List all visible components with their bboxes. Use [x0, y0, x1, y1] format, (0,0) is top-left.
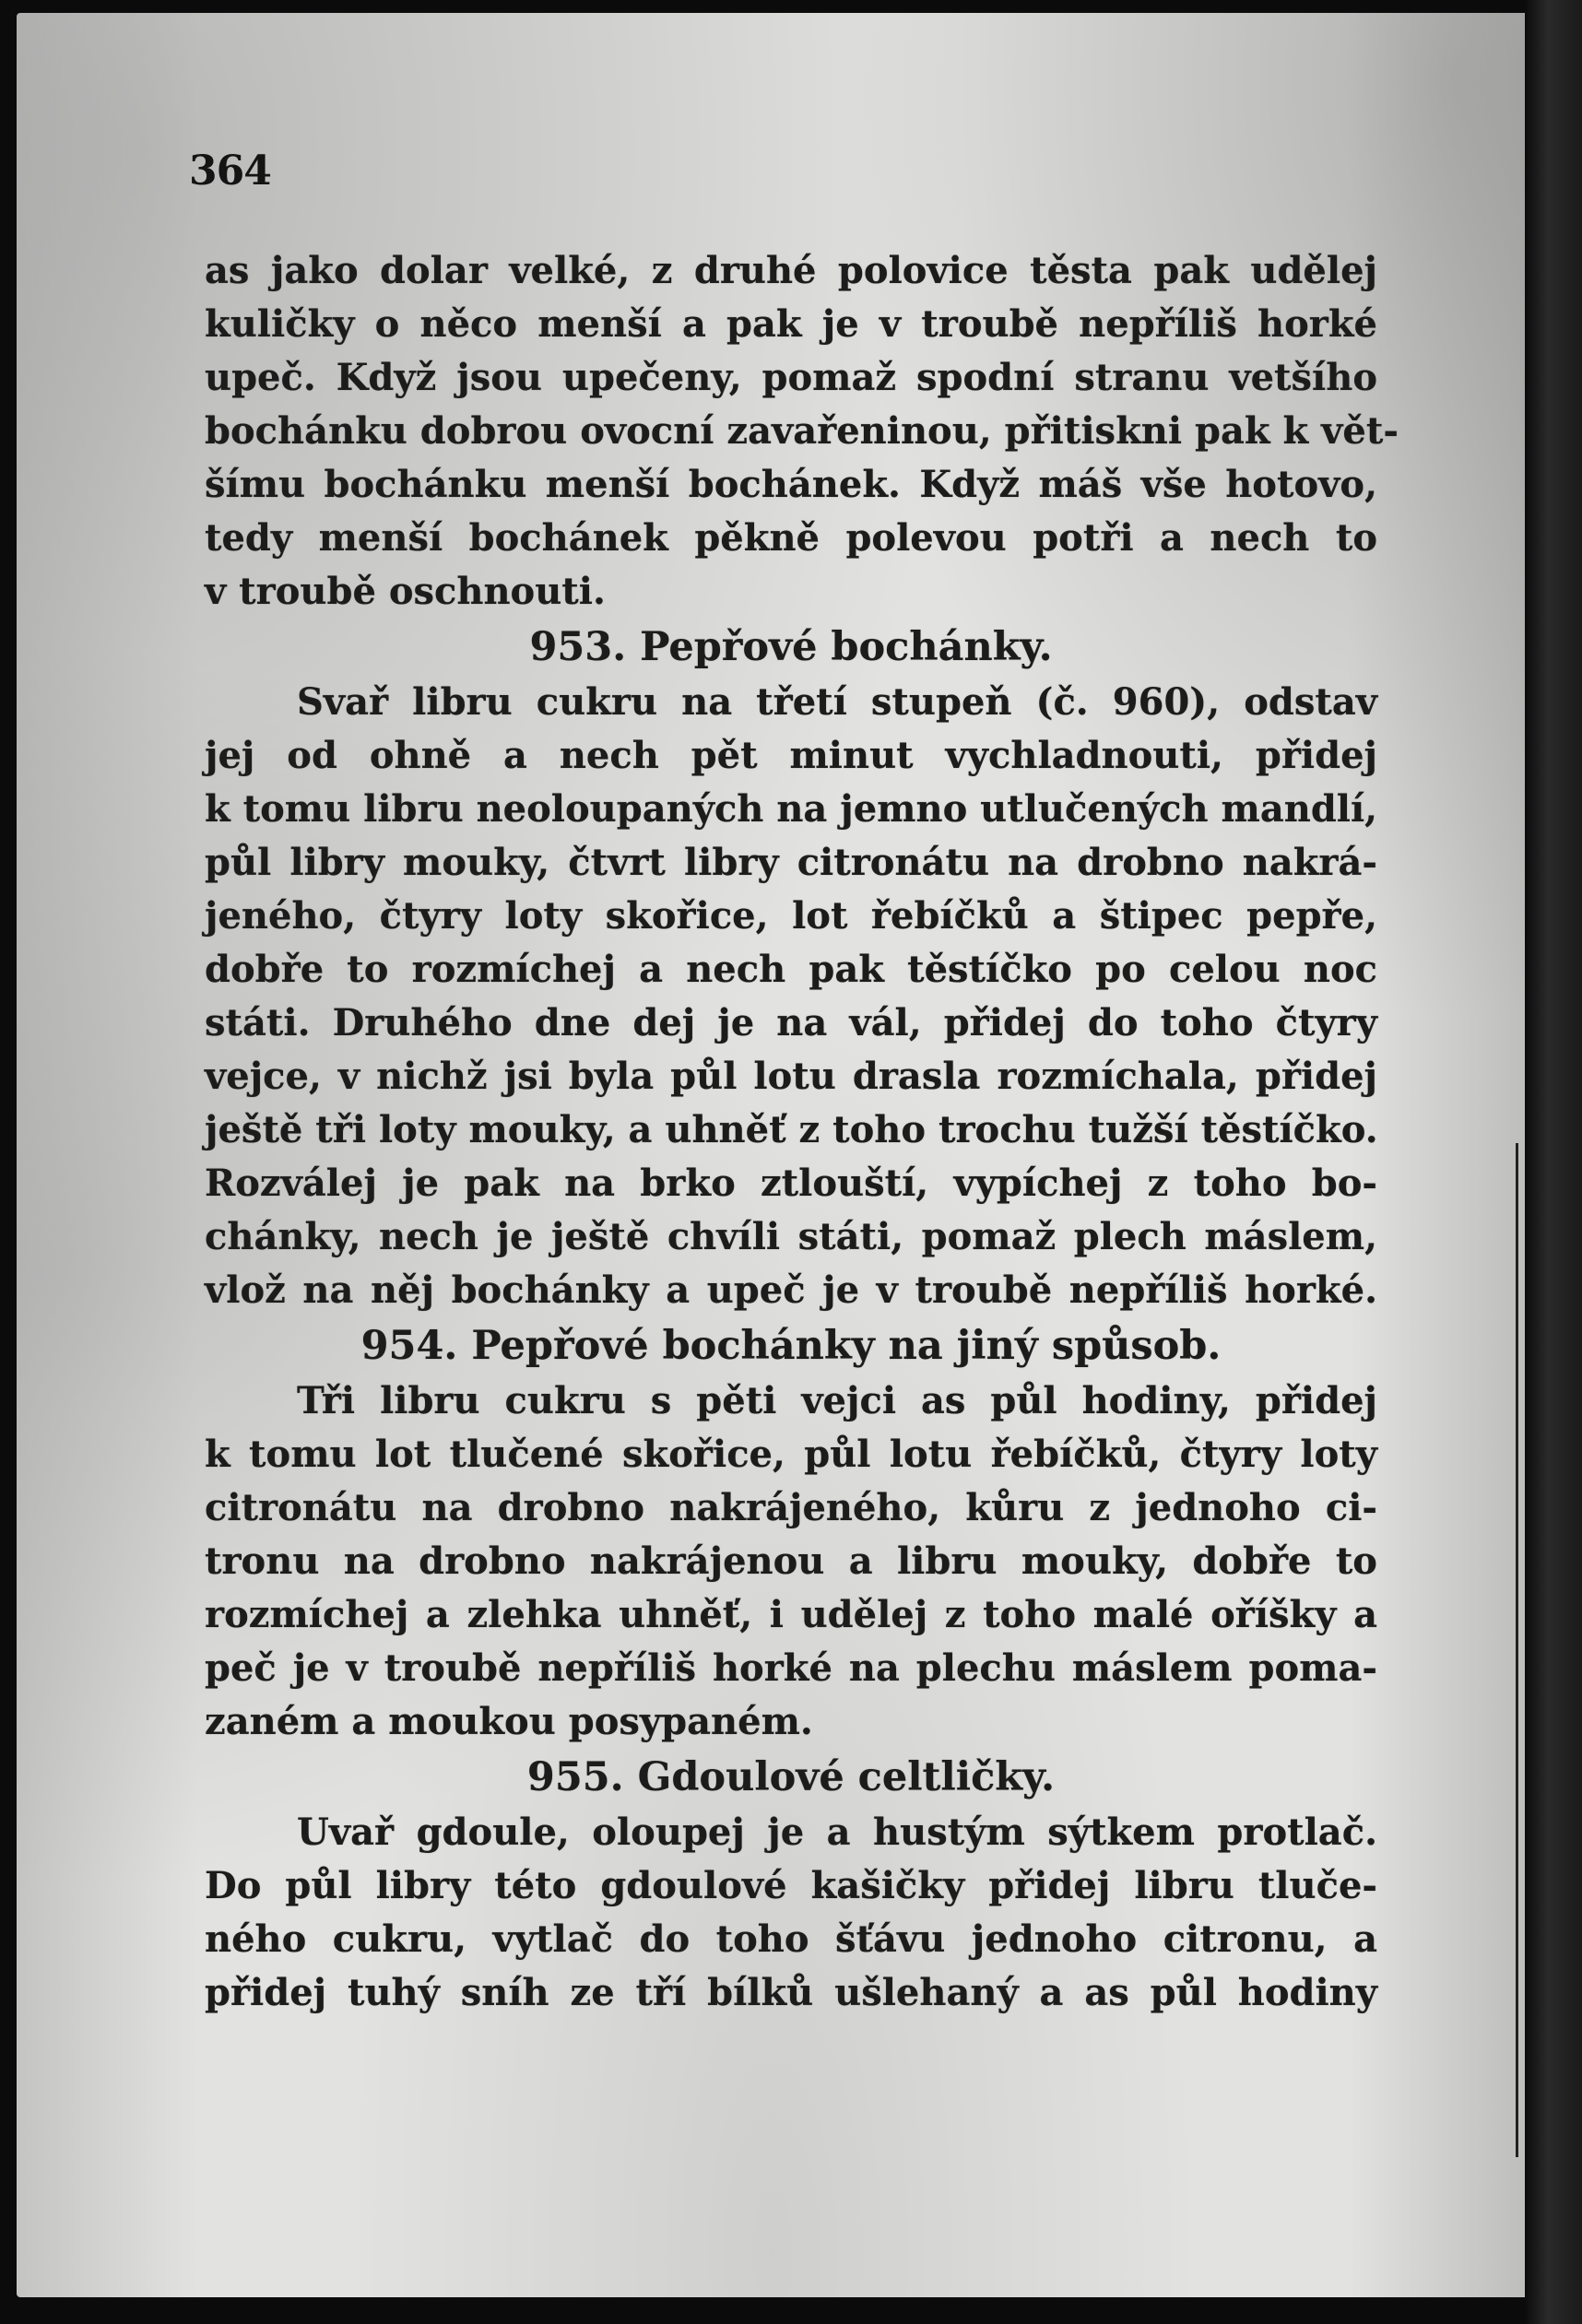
text-line: Svař libru cukru na třetí stupeň (č. 960), odstav: [297, 680, 1377, 724]
recipe-heading: 953. Pepřové bochánky.: [529, 624, 1053, 670]
text-line: citronátu na drobno nakrájeného, kůru z jednoho ci-: [205, 1486, 1377, 1529]
text-line: v troubě oschnouti.: [205, 570, 606, 613]
text-line: jej od ohně a nech pět minut vychladnouti, přidej: [205, 734, 1377, 777]
text-line: jeného, čtyry loty skořice, lot řebíčků a štipec pepře,: [205, 894, 1377, 938]
text-line: dobře to rozmíchej a nech pak těstíčko po celou noc: [205, 948, 1377, 991]
text-line: rozmíchej a zlehka uhněť, i udělej z toho malé oříšky a: [205, 1593, 1377, 1636]
recipe-953: [205, 619, 1377, 1317]
text-line: as jako dolar velké, z druhé polovice těsta pak udělej: [205, 249, 1377, 292]
text-line: peč je v troubě nepříliš horké na plechu máslem poma-: [205, 1646, 1377, 1690]
recipe-heading: 954. Pepřové bochánky na jiný spůsob.: [360, 1323, 1222, 1369]
recipe-954: [205, 1317, 1377, 1749]
binding-edge: [1525, 0, 1582, 2324]
body-text: [205, 244, 1399, 2020]
text-line: Uvař gdoule, oloupej je a hustým sýtkem protlač.: [297, 1811, 1377, 1854]
text-line: přidej tuhý sníh ze tří bílků ušlehaný a as půl hodiny: [205, 1971, 1377, 2014]
text-line: bochánku dobrou ovocní zavařeninou, přitiskni pak k vět-: [205, 409, 1399, 453]
text-line: ného cukru, vytlač do toho šťávu jednoho citronu, a: [205, 1917, 1377, 1961]
text-line: tronu na drobno nakrájenou a libru mouky, dobře to: [205, 1540, 1377, 1583]
recipe-955: [205, 1749, 1377, 2020]
text-line: kuličky o něco menší a pak je v troubě nepříliš horké: [205, 302, 1377, 346]
page-number: 364: [189, 147, 271, 195]
text-line: k tomu libru neoloupaných na jemno utlučených mandlí,: [205, 787, 1378, 831]
text-line: upeč. Když jsou upečeny, pomaž spodní stranu vetšího: [205, 356, 1377, 399]
text-line: Tři libru cukru s pěti vejci as půl hodiny, přidej: [297, 1379, 1377, 1422]
recipe-heading: 955. Gdoulové celtličky.: [526, 1754, 1056, 1800]
text-line: šímu bochánku menší bochánek. Když máš vše hotovo,: [205, 463, 1377, 506]
text-line: půl libry mouky, čtvrt libry citronátu na drobno nakrá-: [205, 841, 1377, 884]
text-line: k tomu lot tlučené skořice, půl lotu řebíčků, čtyry loty: [205, 1433, 1377, 1476]
page-edge-line: [1516, 1143, 1518, 2157]
text-line: tedy menší bochánek pěkně polevou potři a nech to: [205, 516, 1377, 560]
section-continuation: [205, 244, 1399, 619]
text-line: chánky, nech je ještě chvíli státi, pomaž plech máslem,: [205, 1215, 1377, 1258]
text-line: státi. Druhého dne dej je na vál, přidej do toho čtyry: [205, 1001, 1377, 1044]
text-line: Do půl libry této gdoulové kašičky přidej libru tluče-: [205, 1864, 1377, 1907]
text-line: zaném a moukou posypaném.: [205, 1700, 813, 1743]
text-line: vlož na něj bochánky a upeč je v troubě nepříliš horké.: [205, 1268, 1377, 1312]
text-line: ještě tři loty mouky, a uhněť z toho trochu tužší těstíčko.: [205, 1108, 1378, 1151]
text-line: vejce, v nichž jsi byla půl lotu drasla rozmíchala, přidej: [205, 1055, 1377, 1098]
text-line: Rozválej je pak na brko ztlouští, vypíchej z toho bo-: [205, 1162, 1377, 1205]
